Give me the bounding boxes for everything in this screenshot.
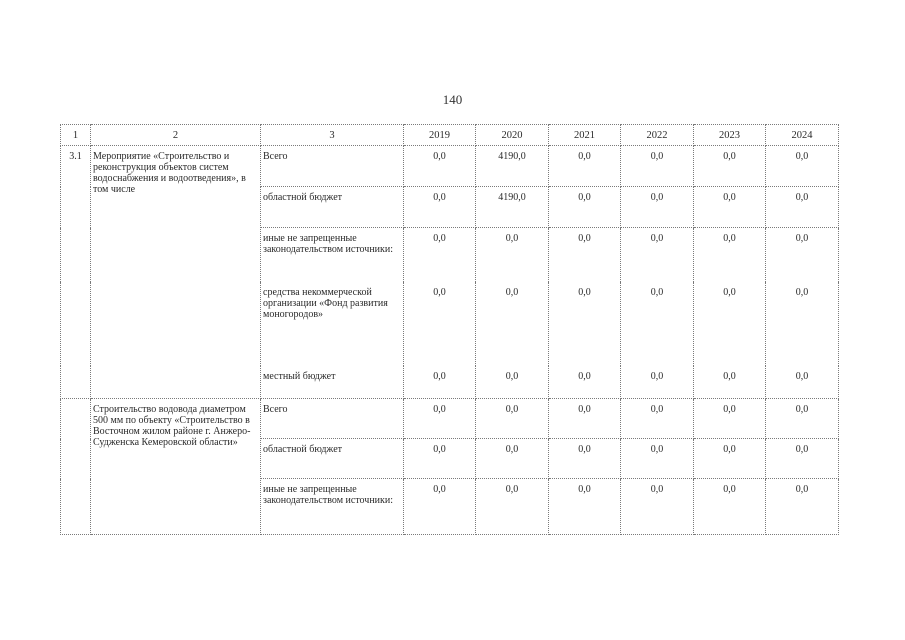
value-cell: 0,0 (476, 228, 549, 282)
funding-source: областной бюджет (261, 439, 404, 479)
value-cell: 0,0 (621, 282, 694, 366)
column-header: 2024 (766, 125, 839, 146)
value-cell: 0,0 (766, 228, 839, 282)
value-cell: 0,0 (694, 439, 766, 479)
value-cell: 0,0 (549, 439, 621, 479)
value-cell: 0,0 (766, 282, 839, 366)
column-header: 2 (91, 125, 261, 146)
column-header: 2022 (621, 125, 694, 146)
value-cell: 0,0 (404, 187, 476, 228)
value-cell: 0,0 (476, 282, 549, 366)
value-cell: 0,0 (621, 399, 694, 439)
value-cell: 4190,0 (476, 146, 549, 187)
activity-name: Мероприятие «Строительство и реконструкция объектов систем водоснабжения и водоотведения», в том числе (91, 146, 261, 399)
value-cell: 4190,0 (476, 187, 549, 228)
value-cell: 0,0 (549, 366, 621, 399)
value-cell: 0,0 (404, 228, 476, 282)
value-cell: 0,0 (694, 187, 766, 228)
value-cell: 0,0 (621, 228, 694, 282)
value-cell: 0,0 (404, 399, 476, 439)
value-cell: 0,0 (766, 366, 839, 399)
value-cell: 0,0 (694, 479, 766, 535)
value-cell: 0,0 (404, 439, 476, 479)
column-header: 2023 (694, 125, 766, 146)
budget-table (60, 124, 839, 535)
value-cell: 0,0 (694, 228, 766, 282)
value-cell: 0,0 (476, 479, 549, 535)
value-cell: 0,0 (404, 366, 476, 399)
value-cell: 0,0 (549, 399, 621, 439)
funding-source: местный бюджет (261, 366, 404, 399)
row-number: 3.1 (61, 146, 91, 399)
value-cell: 0,0 (766, 187, 839, 228)
column-header: 2019 (404, 125, 476, 146)
table-row (61, 399, 839, 439)
column-header: 2021 (549, 125, 621, 146)
funding-source: Всего (261, 146, 404, 187)
column-header: 3 (261, 125, 404, 146)
value-cell: 0,0 (621, 187, 694, 228)
funding-source: иные не запрещенные законодательством источники: (261, 479, 404, 535)
page-number: 140 (442, 92, 463, 107)
activity-name: Строительство водовода диаметром 500 мм по объекту «Строительство в Восточном жилом районе г. Анжеро-Судженска Кемеровской области» (91, 399, 261, 535)
row-number (61, 399, 91, 535)
funding-source: областной бюджет (261, 187, 404, 228)
funding-source: Всего (261, 399, 404, 439)
value-cell: 0,0 (621, 366, 694, 399)
value-cell: 0,0 (766, 146, 839, 187)
value-cell: 0,0 (549, 187, 621, 228)
table-header-row (61, 125, 839, 146)
value-cell: 0,0 (621, 479, 694, 535)
funding-source: иные не запрещенные законодательством источники: (261, 228, 404, 282)
value-cell: 0,0 (404, 146, 476, 187)
funding-source: средства некоммерческой организации «Фонд развития моногородов» (261, 282, 404, 366)
value-cell: 0,0 (476, 399, 549, 439)
value-cell: 0,0 (549, 479, 621, 535)
value-cell: 0,0 (766, 399, 839, 439)
value-cell: 0,0 (621, 146, 694, 187)
column-header: 1 (61, 125, 91, 146)
value-cell: 0,0 (766, 439, 839, 479)
value-cell: 0,0 (549, 228, 621, 282)
value-cell: 0,0 (621, 439, 694, 479)
value-cell: 0,0 (766, 479, 839, 535)
value-cell: 0,0 (694, 146, 766, 187)
value-cell: 0,0 (404, 282, 476, 366)
value-cell: 0,0 (476, 439, 549, 479)
value-cell: 0,0 (404, 479, 476, 535)
value-cell: 0,0 (694, 366, 766, 399)
column-header: 2020 (476, 125, 549, 146)
value-cell: 0,0 (476, 366, 549, 399)
table-row (61, 146, 839, 187)
value-cell: 0,0 (549, 282, 621, 366)
value-cell: 0,0 (549, 146, 621, 187)
value-cell: 0,0 (694, 282, 766, 366)
value-cell: 0,0 (694, 399, 766, 439)
